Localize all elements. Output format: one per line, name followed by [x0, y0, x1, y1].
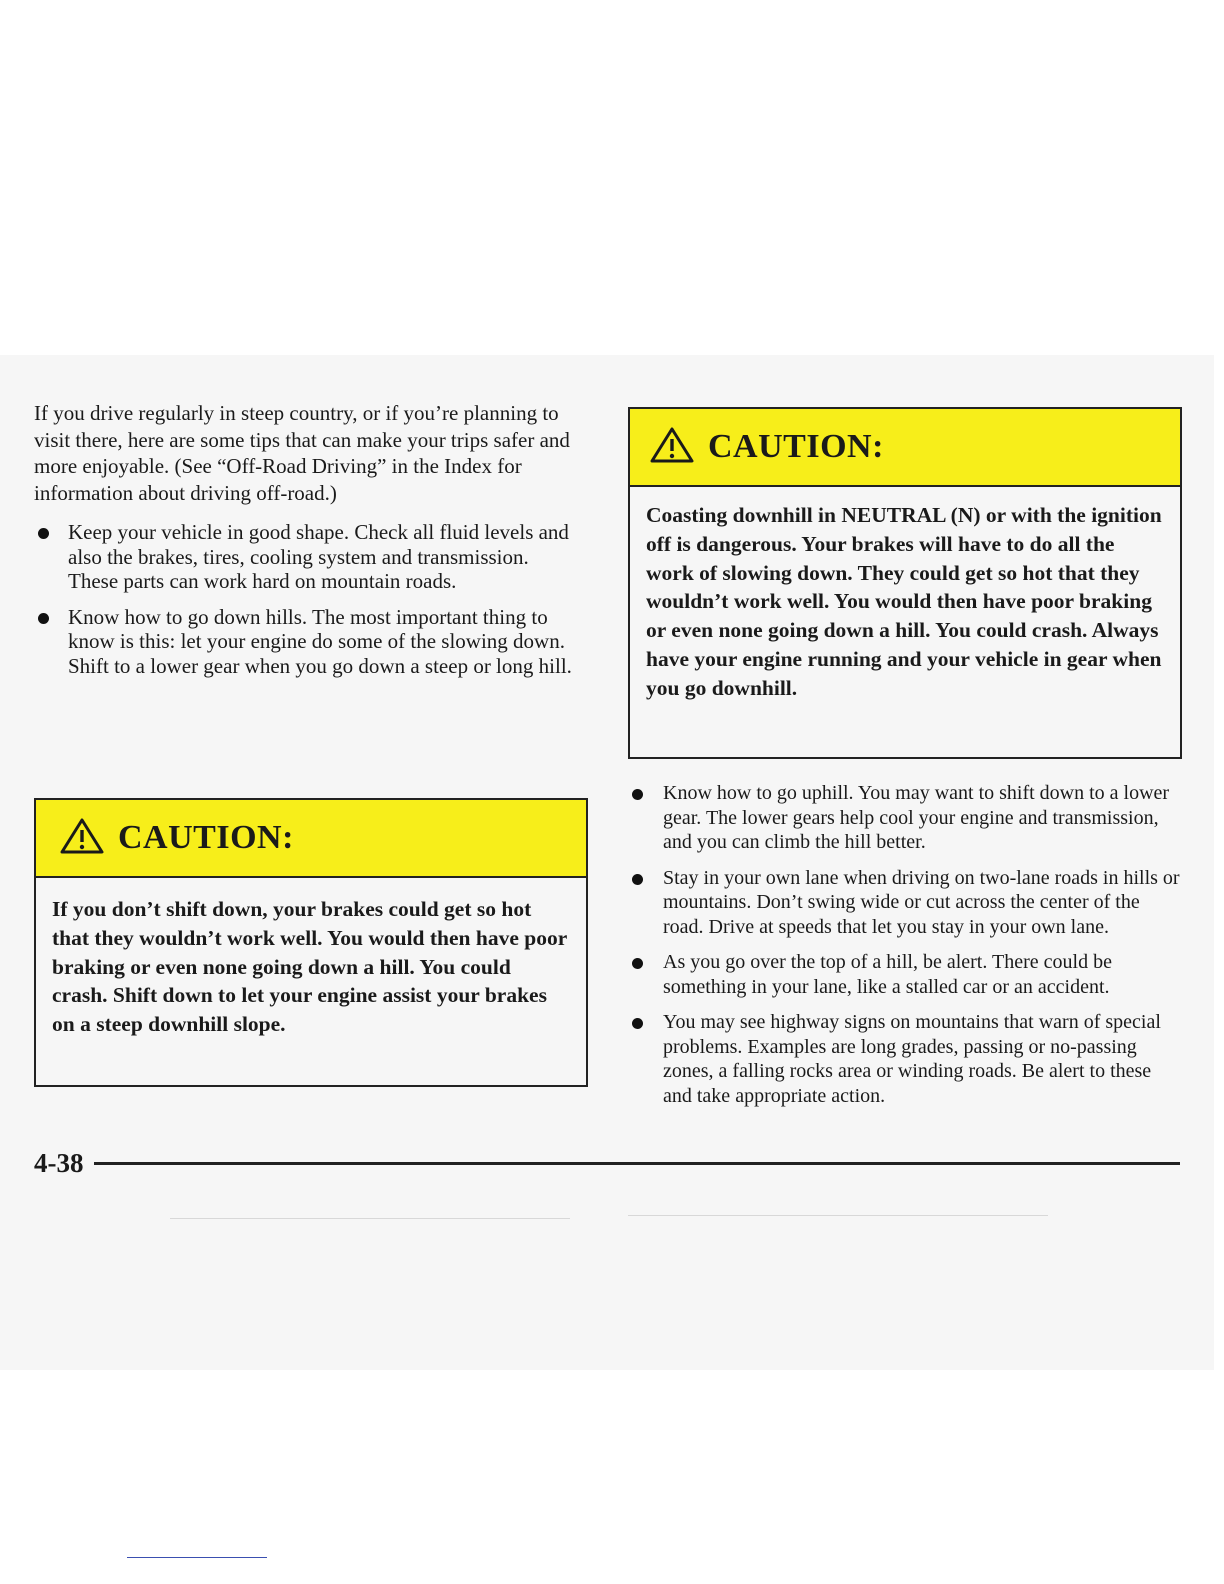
- list-item: [628, 781, 1184, 855]
- bullet-text: Know how to go uphill. You may want to shift down to a lower gear. The lower gears help cool your engine and transmission, and you can climb the hill better.: [663, 782, 1170, 853]
- right-bullet-list: [628, 781, 1184, 1108]
- caution-header: [36, 800, 586, 878]
- caution-text: If you don’t shift down, your brakes could get so hot that they wouldn’t work well. You would then have poor braking or even none going down a hill. You could crash. Shift down to let your engine assist your brakes on a steep downhill slope.: [52, 897, 567, 1037]
- bullet-text: As you go over the top of a hill, be alert. There could be something in your lane, like a stalled car or an accident.: [663, 951, 1112, 998]
- page-number: 4-38: [34, 1148, 84, 1178]
- page-footer: [34, 1148, 1180, 1179]
- list-item: [34, 520, 579, 594]
- caution-header: [630, 409, 1180, 487]
- bullet-text: You may see highway signs on mountains that warn of special problems. Examples are long grades, passing or no-passing zones, a falling rocks area or winding roads. Be alert to these and take appropriate action.: [663, 1011, 1161, 1107]
- warning-triangle-icon: [60, 817, 104, 860]
- left-column: [34, 400, 579, 689]
- bullet-text: Know how to go down hills. The most important thing to know is this: let your engine do some of the slowing down. Shift to a lower gear when you go down a steep or long hill.: [68, 604, 572, 678]
- right-column: [628, 407, 1184, 1119]
- caution-box-shift-down: [34, 798, 588, 1087]
- warning-triangle-icon: [650, 426, 694, 469]
- caution-title: CAUTION:: [118, 819, 294, 856]
- scan-artifact-line: [170, 1218, 570, 1219]
- bullet-dot-icon: [632, 958, 643, 969]
- caution-title: CAUTION:: [708, 428, 884, 465]
- bullet-dot-icon: [632, 789, 643, 800]
- scan-artifact-line: [628, 1215, 1048, 1216]
- list-item: [34, 605, 579, 679]
- bullet-dot-icon: [38, 613, 49, 624]
- scan-artifact-line: [127, 1557, 267, 1558]
- bullet-dot-icon: [632, 874, 643, 885]
- bullet-text: Keep your vehicle in good shape. Check all fluid levels and also the brakes, tires, cooling system and transmission. These parts can work hard on mountain roads.: [68, 520, 569, 593]
- list-item: [628, 950, 1184, 999]
- caution-text: Coasting downhill in NEUTRAL (N) or with the ignition off is dangerous. Your brakes will have to do all the work of slowing down. They could get so hot that they wouldn’t work well. You would then have poor braking or even none going down a hill. You could crash. Always have your engine running and your vehicle in gear when you go downhill.: [646, 503, 1162, 700]
- bullet-dot-icon: [38, 528, 49, 539]
- caution-box-coasting: [628, 407, 1182, 759]
- bullet-dot-icon: [632, 1018, 643, 1029]
- list-item: [628, 866, 1184, 940]
- list-item: [628, 1010, 1184, 1108]
- footer-rule: [94, 1162, 1181, 1165]
- bullet-text: Stay in your own lane when driving on two-lane roads in hills or mountains. Don’t swing wide or cut across the center of the road. Drive at speeds that let you stay in your own lane.: [663, 866, 1180, 938]
- left-bullet-list: [34, 520, 579, 678]
- intro-paragraph: If you drive regularly in steep country, or if you’re planning to visit there, here are some tips that can make your trips safer and more enjoyable. (See “Off-Road Driving” in the Index for information about driving off-road.): [34, 401, 570, 505]
